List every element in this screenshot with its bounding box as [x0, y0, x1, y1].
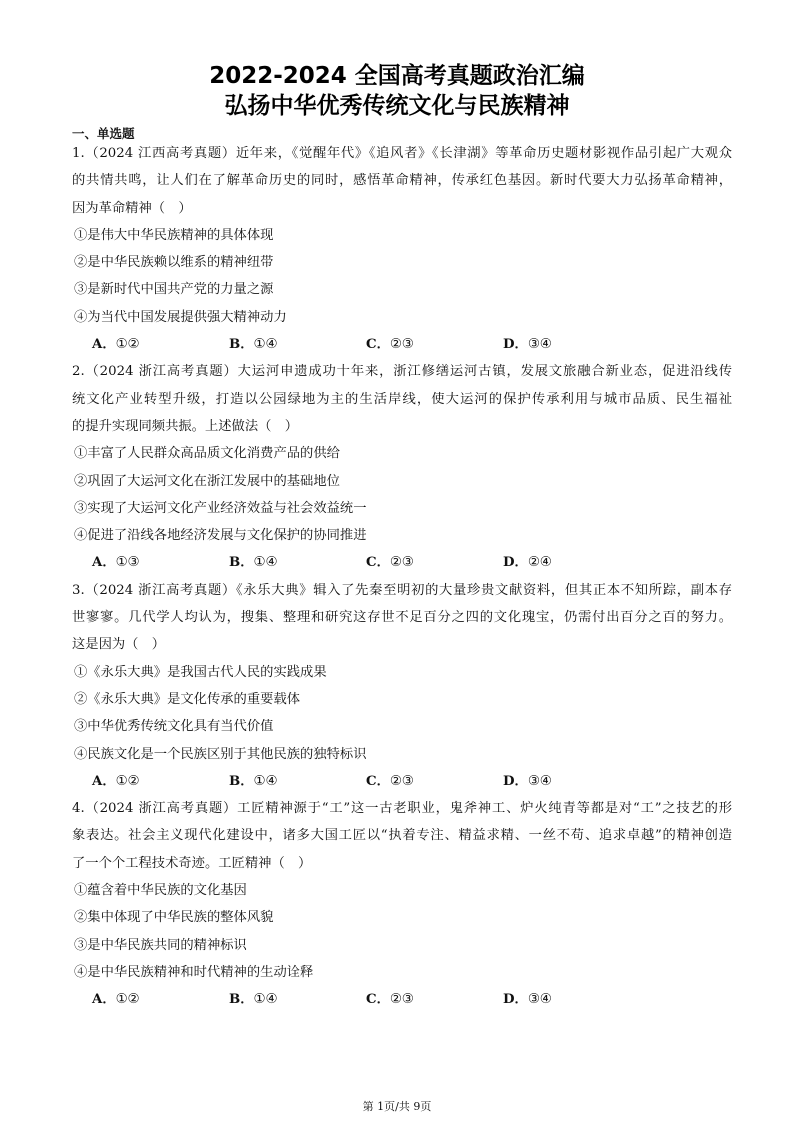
statement-item: ④为当代中国发展提供强大精神动力: [74, 309, 287, 325]
statement-item: ③实现了大运河文化产业经济效益与社会效益统一: [74, 500, 367, 516]
choice-d: D．③④: [503, 773, 552, 789]
statement-item: ①丰富了人民群众高品质文化消费产品的供给: [74, 446, 340, 462]
answer-choices: [72, 331, 732, 358]
statement-item: ①《永乐大典》是我国古代人民的实践成果: [74, 664, 327, 680]
choice-d: D．③④: [503, 337, 552, 353]
answer-choices: [72, 768, 732, 795]
choice-a: A．①②: [92, 337, 140, 353]
statement-item: ②巩固了大运河文化在浙江发展中的基础地位: [74, 473, 340, 489]
statement-item: ③中华优秀传统文化具有当代价值: [74, 719, 274, 735]
section-heading: 一、单选题: [72, 126, 135, 141]
question-stem-line: 的提升实现同频共振。上述做法（ ）: [72, 418, 299, 434]
question-stem-line: 2.（2024 浙江高考真题）大运河申遗成功十年来，浙江修缮运河古镇，发展文旅融合新业态，促进沿线传: [72, 364, 732, 380]
choice-c: C．②③: [366, 992, 414, 1008]
question-stem-line: 因为革命精神（ ）: [72, 200, 192, 216]
question-stem-line: 世寥寥。几代学人均认为，搜集、整理和研究这存世不足百分之四的文化瑰宝，仍需付出百分之百的努力。: [72, 610, 732, 626]
choice-c: C．②③: [366, 337, 414, 353]
choice-b: B．①④: [229, 773, 278, 789]
question-stem-line: 统文化产业转型升级，打造以公园绿地为主的生活岸线，使大运河的保护传承利用与城市品质、民生福祉: [72, 391, 732, 407]
statement-item: ①是伟大中华民族精神的具体体现: [74, 227, 274, 243]
answer-choices: [72, 549, 732, 576]
question-1: [72, 140, 732, 358]
choice-b: B．①④: [229, 992, 278, 1008]
choice-a: A．①③: [92, 555, 140, 571]
choice-c: C．②③: [366, 773, 414, 789]
choice-d: D．②④: [503, 555, 552, 571]
page-number: 第 1页/共 9页: [362, 1100, 432, 1113]
question-stem-line: 了一个个工程技术奇迹。工匠精神（ ）: [72, 855, 312, 871]
statement-item: ③是新时代中国共产党的力量之源: [74, 282, 274, 298]
question-list: [72, 140, 732, 1014]
statement-item: ④民族文化是一个民族区别于其他民族的独特标识: [74, 746, 367, 762]
statement-item: ②《永乐大典》是文化传承的重要载体: [74, 691, 301, 707]
document-title-line1: 2022-2024 全国高考真题政治汇编: [209, 63, 585, 89]
statement-item: ④促进了沿线各地经济发展与文化保护的协同推进: [74, 528, 367, 544]
choice-d: D．③④: [503, 992, 552, 1008]
document-title-line2: 弘扬中华优秀传统文化与民族精神: [224, 93, 570, 119]
choice-b: B．①④: [229, 337, 278, 353]
question-stem-line: 象表达。社会主义现代化建设中，诸多大国工匠以“执着专注、精益求精、一丝不苟、追求卓越”的精神创造: [72, 828, 732, 844]
question-4: [72, 795, 732, 1013]
question-3: [72, 577, 732, 795]
statement-item: ②是中华民族赖以维系的精神纽带: [74, 255, 274, 271]
question-stem-line: 的共情共鸣，让人们在了解革命历史的同时，感悟革命精神，传承红色基因。新时代要大力弘扬革命精神，: [72, 173, 732, 189]
question-2: [72, 358, 732, 576]
statement-item: ②集中体现了中华民族的整体风貌: [74, 910, 274, 926]
answer-choices: [72, 986, 732, 1013]
choice-a: A．①②: [92, 992, 140, 1008]
statement-item: ①蕴含着中华民族的文化基因: [74, 883, 247, 899]
question-stem-line: 这是因为（ ）: [72, 637, 166, 653]
question-stem-line: 3.（2024 浙江高考真题）《永乐大典》辑入了先秦至明初的大量珍贵文献资料，但其正本不知所踪，副本存: [72, 582, 732, 598]
question-stem-line: 4.（2024 浙江高考真题）工匠精神源于“工”这一古老职业，鬼斧神工、炉火纯青等都是对“工”之技艺的形: [72, 801, 732, 817]
choice-b: B．①④: [229, 555, 278, 571]
statement-item: ③是中华民族共同的精神标识: [74, 937, 247, 953]
choice-a: A．①②: [92, 773, 140, 789]
question-stem-line: 1.（2024 江西高考真题）近年来，《觉醒年代》《追风者》《长津湖》等革命历史题材影视作品引起广大观众: [72, 146, 732, 161]
choice-c: C．②③: [366, 555, 414, 571]
statement-item: ④是中华民族精神和时代精神的生动诠释: [74, 964, 314, 980]
